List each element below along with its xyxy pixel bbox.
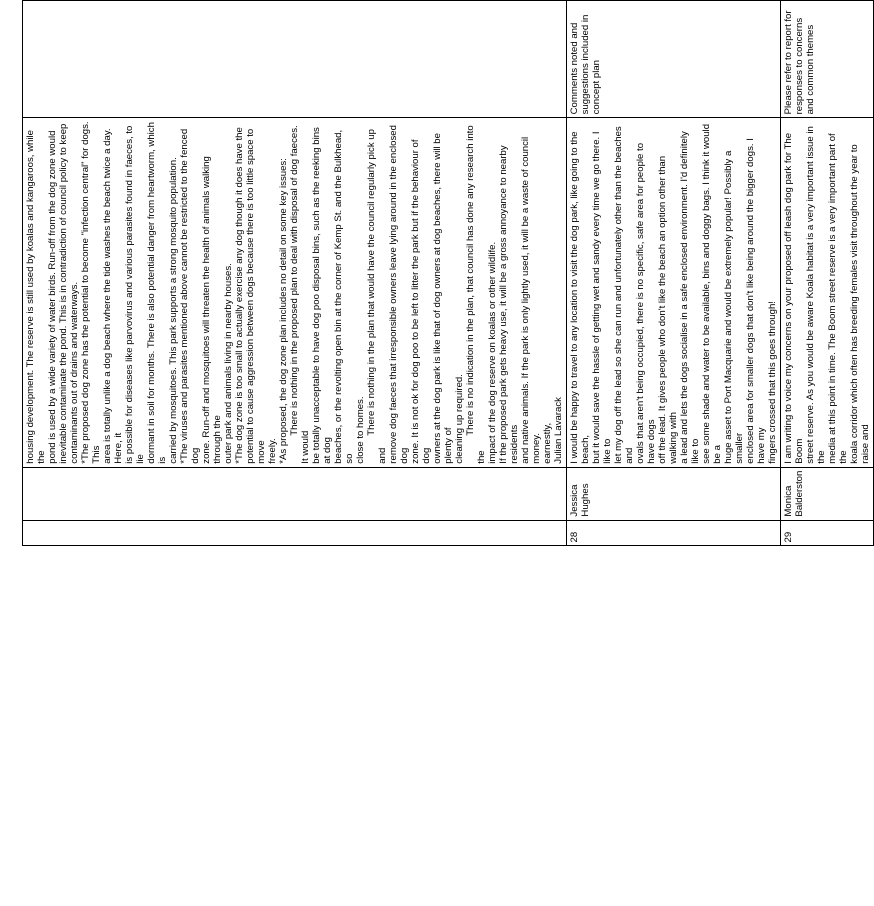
submitter-name: Jessica Hughes	[566, 467, 780, 520]
comment-line: There is nothing in the proposed plan to deal with disposal of dog faeces. It would	[288, 125, 311, 464]
comment-line: *The dog zone is too small to actually exercise any dog though it does have the	[233, 127, 245, 464]
comment-line: dormant in soil for months. There is also potential danger from heartworm, which is	[145, 122, 168, 464]
comment-line: zone. Run-off and mosquitoes will threaten the health of animals walking through the	[200, 156, 223, 464]
comment-text	[783, 121, 871, 463]
comment-cell	[566, 118, 780, 467]
row-number: 28	[566, 520, 780, 546]
comment-line: beaches, or the revolting open bin at the corner of Kemp St. and the Bulkhead, so	[332, 129, 355, 464]
comment-cell	[22, 118, 566, 467]
comment-line: remove dog faeces that irresponsible owners leave lying around in the enclosed dog	[387, 125, 410, 464]
blank-cell	[780, 546, 873, 894]
comment-line: be totally unacceptable to have dog poo disposal bins, such as the reeking bins at dog	[310, 127, 333, 464]
comment-line: There is nothing in the plan that would have the council regularly pick up and	[365, 129, 388, 464]
comment-line: but it would save the hassle of getting wet and sandy every time we go there. I like to	[590, 131, 613, 464]
row-number: 29	[780, 520, 873, 546]
comment-line: area is totally unlike a dog beach where the tide washes the beach twice a day. Here, it	[101, 128, 124, 464]
comment-line: freely.	[266, 438, 278, 464]
table-row	[12, 1, 22, 895]
comment-line: *As proposed, the dog zone plan includes no detail on some key issues:	[277, 158, 289, 464]
response-cell: Please refer to report for responses to concerns and common themes	[780, 1, 873, 118]
comment-line: Julian Lavarack	[552, 397, 564, 464]
comment-line: There is no indication in the plan, that council has done any research into the	[464, 125, 487, 464]
comment-line: *The viruses and parasites mentioned above cannot be restricted to the fenced dog	[178, 128, 201, 464]
comment-line: impact of the dog reserve on koalas or other wildlife.	[486, 241, 498, 464]
comment-line: outer park and animals living in nearby houses.	[222, 263, 234, 464]
blank-cell	[566, 546, 780, 894]
comment-line: and native animals. If the park is only lightly used, it will be a waste of council money.	[519, 136, 542, 464]
comment-line: huge asset to Port Macquarie and would be extremely popular! Possibly a smaller	[722, 150, 745, 464]
table-row-29	[780, 1, 873, 895]
comment-line: media at this point in time. The Boom street reserve is a very important part of the	[826, 133, 849, 464]
comment-line: let my dog off the lead so she can run and unfortunately other than the beaches and	[612, 126, 635, 464]
comment-line: inevitable contaminate the pond. This is in contradiction of council policy to keep	[57, 123, 69, 464]
comment-line: earnestly,	[541, 422, 553, 464]
comment-text	[569, 121, 778, 463]
comment-line: off the lead. It gives people who don't like the beach an option other than walking with	[656, 155, 679, 464]
comment-line: zone. It is not ok for dog poo to be left to litter the park but if the behaviour of dog	[409, 139, 432, 464]
comment-line: pond is used by a wide variety of water birds. Run-off from the dog zone would	[46, 130, 58, 464]
table-row-28	[566, 1, 780, 895]
comment-line: close to homes.	[354, 396, 366, 464]
comment-line: a lead and lets the dogs socialise in a safe enclosed environment. I'd definitely like to	[678, 131, 701, 464]
comment-line: ovals that aren't being occupied, there is no specific, safe area for people to have dogs	[634, 142, 657, 464]
comment-text	[25, 121, 564, 463]
comment-line: *The proposed dog zone has the potential to become "infection central" for dogs. This	[79, 121, 102, 464]
submissions-table	[12, 0, 874, 894]
comment-line: fingers crossed that this goes through!	[766, 301, 778, 464]
comment-line: I would be happy to travel to any location to visit the dog park, like going to the beach,	[568, 131, 591, 464]
comment-line: is possible for diseases like parvovirus and various parasites found in faeces, to lie	[123, 125, 146, 464]
comment-line: If the proposed park gets heavy use, it will be a gross annoyance to nearby residents	[497, 145, 520, 464]
row-number	[22, 520, 566, 546]
submitter-name: Monica Balderston	[780, 467, 873, 520]
response-cell: Comments noted and suggestions included in concept plan	[566, 1, 780, 118]
comment-line: cleaning up required.	[453, 374, 465, 464]
table-row-continued	[22, 1, 566, 895]
comment-line: see some shade and water to be available, bins and doggy bags. I think it would be a	[700, 123, 723, 464]
comment-line: owners at the dog park is like that of dog owners at dog beaches, there will be plenty of	[431, 133, 454, 464]
comment-line: carried by mosquitoes. This park supports a strong mosquito population.	[167, 157, 179, 464]
blank-cell	[22, 546, 566, 894]
response-cell	[22, 1, 566, 118]
comment-line: enclosed area for smaller dogs that don't like being around the bigger dogs. I have my	[744, 138, 767, 464]
comment-line: I am writing to voice my concerns on your proposed off leash dog park for The Boom	[782, 132, 805, 464]
comment-line: potential to cause aggression between dogs because there is too little space to move	[244, 128, 267, 464]
comment-line: contaminants out of drains and waterways.	[68, 281, 80, 464]
comment-line: housing development. The reserve is still used by koalas and kangaroos, while the	[24, 130, 47, 464]
submitter-name	[22, 467, 566, 520]
comment-cell	[780, 118, 873, 467]
comment-line: street reserve. As you would be aware Koala habitat is a very important issue in the	[804, 126, 827, 464]
comment-line: koala corridor which often has breeding females visit throughout the year to raise and	[848, 144, 871, 464]
